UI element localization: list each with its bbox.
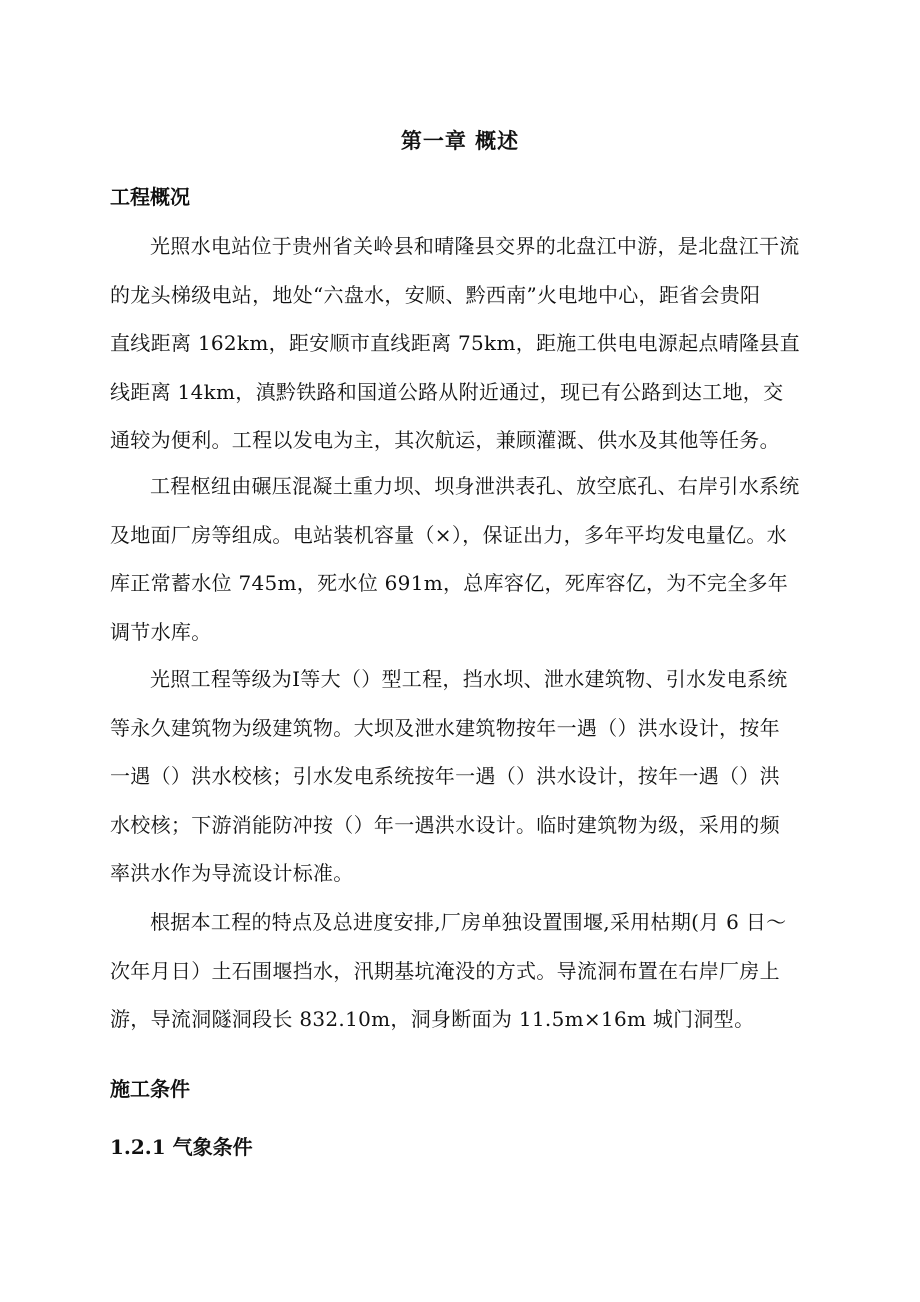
paragraph-diversion — [110, 898, 832, 1044]
paragraph-line: 光照工程等级为Ⅰ等大（）型工程，挡水坝、泄水建筑物、引水发电系统 — [150, 667, 788, 691]
paragraph-line: 库正常蓄水位 745m，死水位 691m，总库容亿，死库容亿，为不完全多年 — [110, 571, 789, 595]
paragraph-line: 的龙头梯级电站，地处“六盘水，安顺、黔西南”火电地中心，距省会贵阳 — [110, 282, 761, 307]
paragraph-line: 根据本工程的特点及总进度安排,厂房单独设置围堰,采用枯期(月 6 日～ — [150, 910, 787, 934]
paragraph-line: 线距离 14km，滇黔铁路和国道公路从附近通过，现已有公路到达工地，交 — [110, 379, 784, 404]
paragraph-location — [110, 222, 832, 465]
paragraph-line: 通较为便利。工程以发电为主，其次航运，兼顾灌溉、供水及其他等任务。 — [110, 428, 780, 452]
section-heading-construction-conditions: 施工条件 — [110, 1077, 190, 1101]
paragraph-line: 光照水电站位于贵州省关岭县和晴隆县交界的北盘江中游，是北盘江干流 — [150, 234, 800, 258]
section-heading-weather-conditions: 1.2.1 气象条件 — [110, 1135, 253, 1159]
paragraph-line: 及地面厂房等组成。电站装机容量（×），保证出力，多年平均发电量亿。水 — [110, 522, 787, 547]
paragraph-line: 等永久建筑物为级建筑物。大坝及泄水建筑物按年一遇（）洪水设计，按年 — [110, 715, 780, 740]
paragraph-line: 游，导流洞隧洞段长 832.10m，洞身断面为 11.5m×16m 城门洞型。 — [110, 1007, 755, 1031]
paragraph-line: 一遇（）洪水校核；引水发电系统按年一遇（）洪水设计，按年一遇（）洪 — [110, 764, 780, 788]
chapter-title: 第一章 概述 — [400, 128, 520, 153]
paragraph-line: 直线距离 162km，距安顺市直线距离 75km，距施工供电电源起点晴隆县直 — [110, 331, 800, 355]
paragraph-structure — [110, 462, 832, 656]
paragraph-line: 率洪水作为导流设计标准。 — [110, 861, 354, 885]
paragraph-line: 工程枢纽由碾压混凝土重力坝、坝身泄洪表孔、放空底孔、右岸引水系统 — [150, 474, 800, 498]
paragraph-line: 调节水库。 — [110, 619, 212, 644]
section-heading-overview: 工程概况 — [110, 185, 190, 209]
paragraph-line: 次年月日）土石围堰挡水，汛期基坑淹没的方式。导流洞布置在右岸厂房上 — [110, 958, 780, 983]
paragraph-line: 水校核；下游消能防冲按（）年一遇洪水设计。临时建筑物为级，采用的频 — [110, 812, 780, 837]
paragraph-grade — [110, 655, 832, 898]
